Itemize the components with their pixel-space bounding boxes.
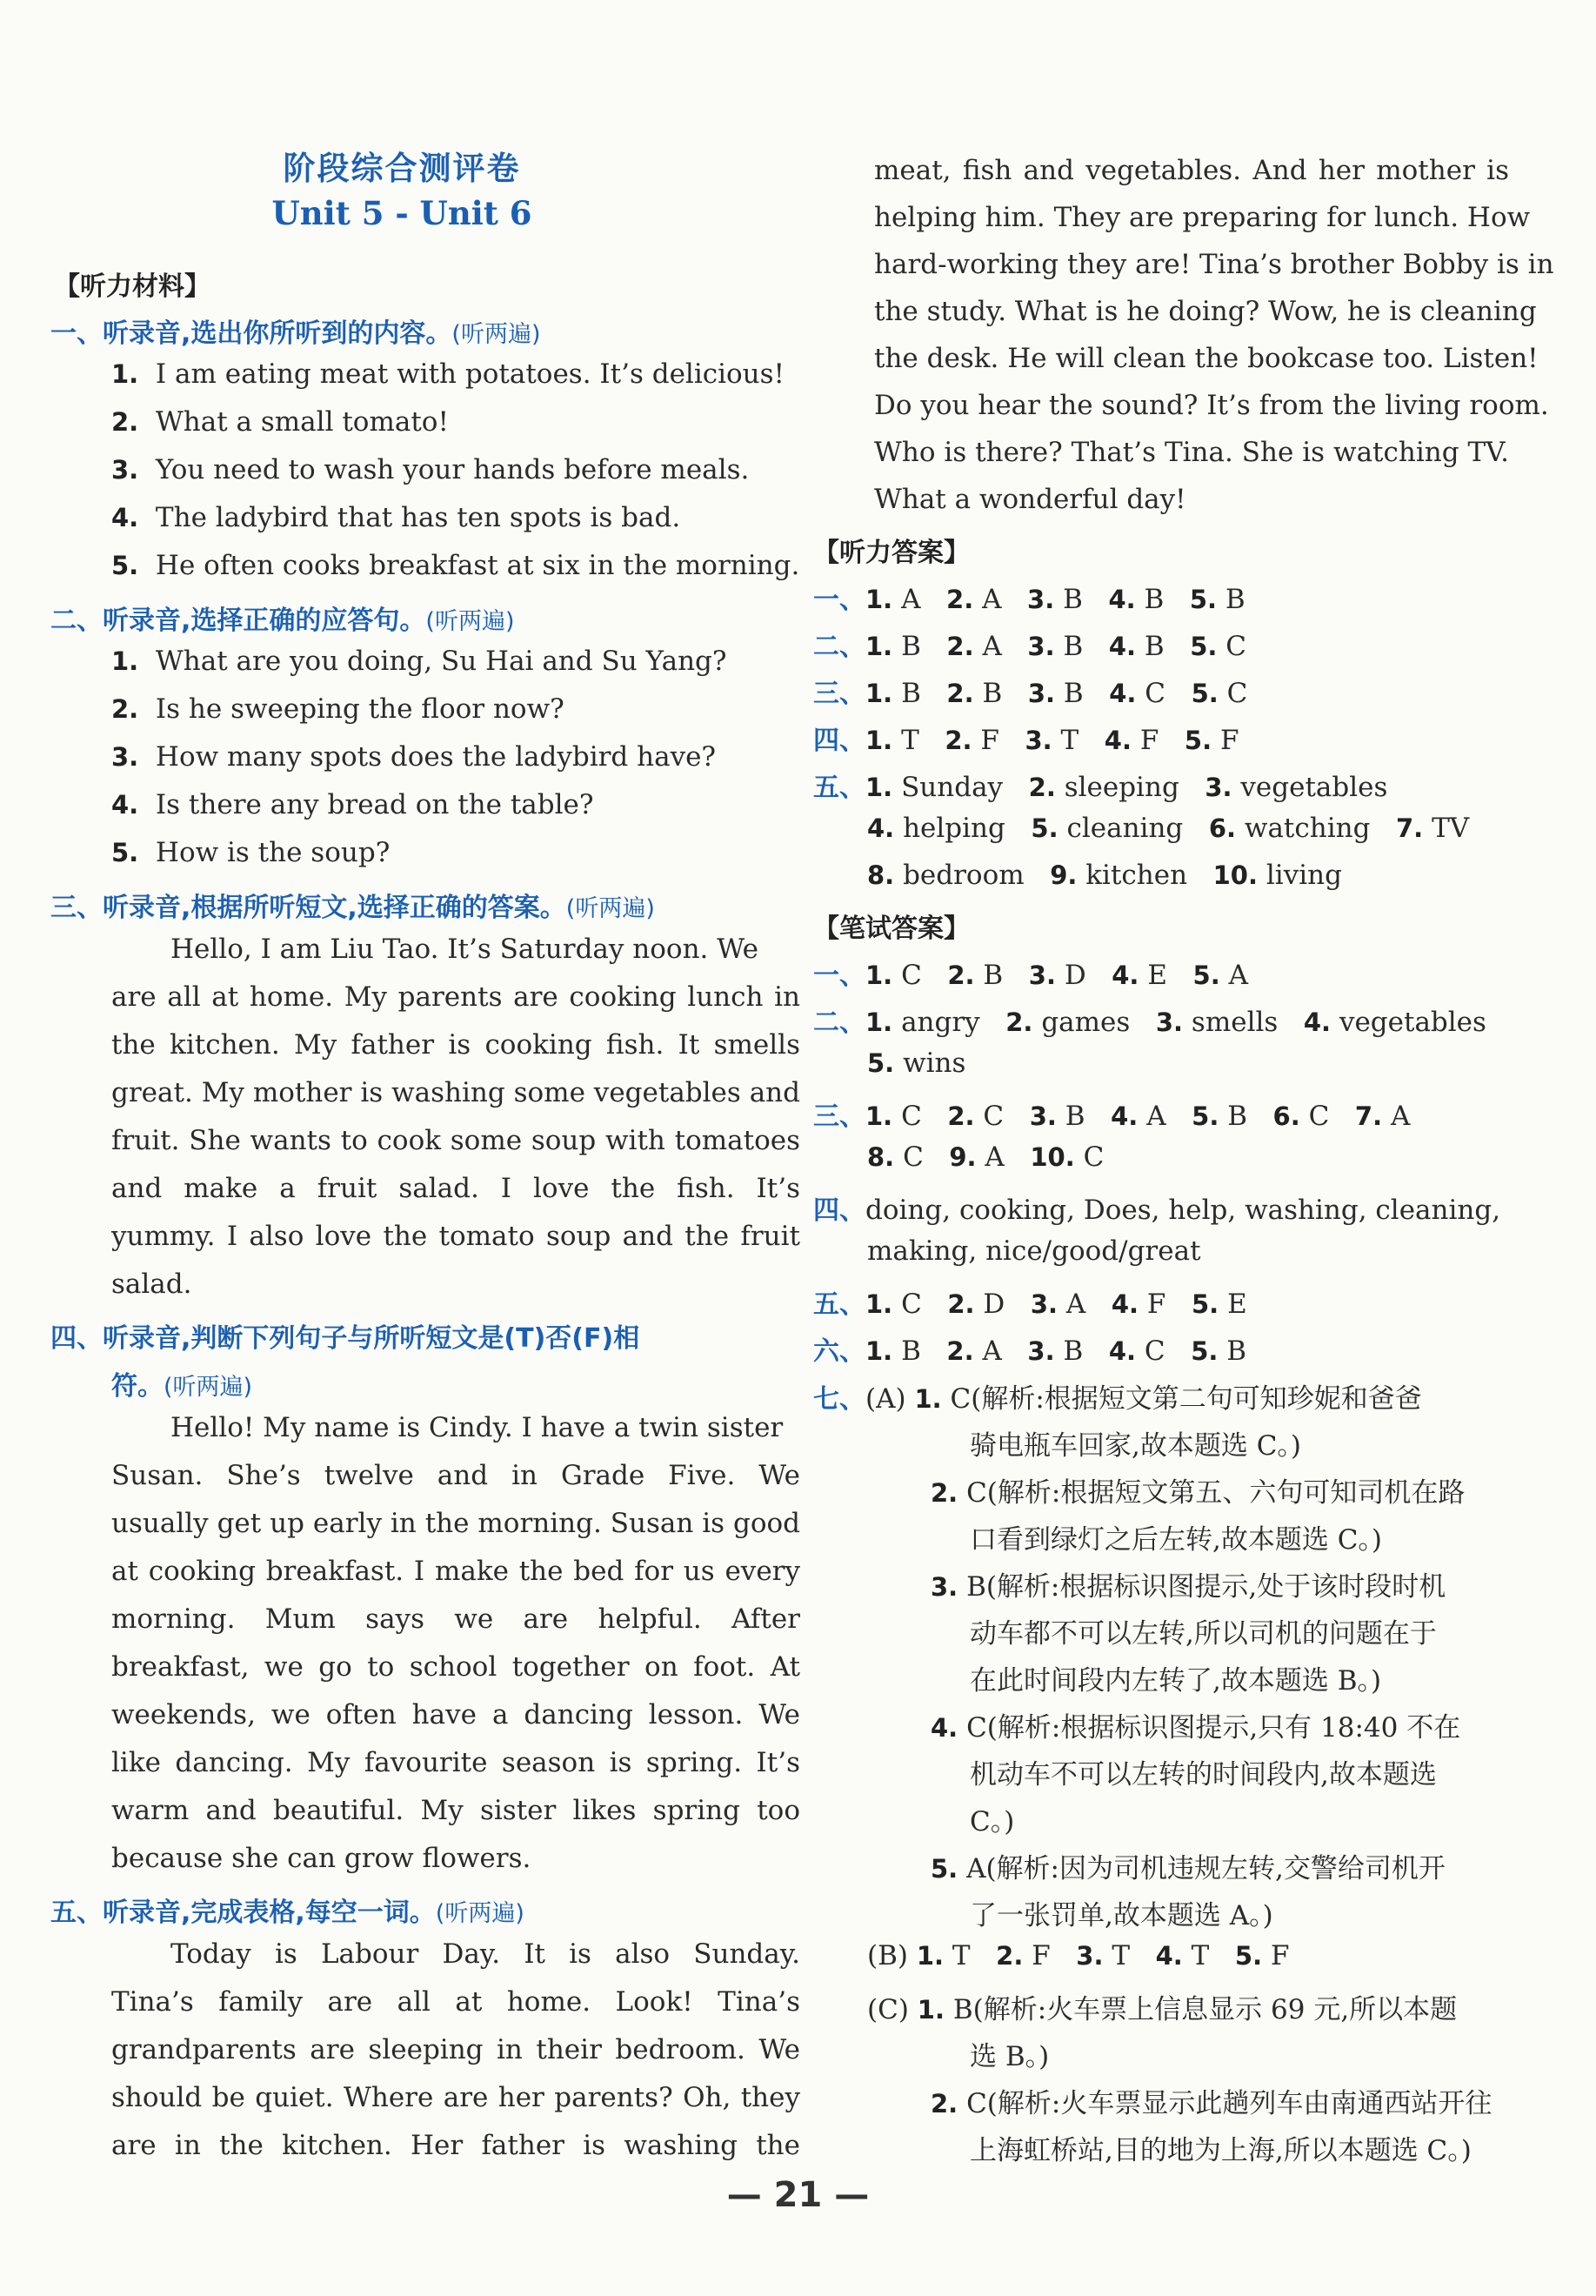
ans-num: 5.	[1184, 726, 1212, 755]
page-title: 阶段综合测评卷	[283, 149, 521, 187]
s3-line: the kitchen. My father is cooking fish. It smells	[111, 1029, 800, 1061]
s3-line: are all at home. My parents are cooking lunch in	[111, 981, 800, 1013]
s3-line: and make a fruit salad. I love the fish. It’s	[111, 1173, 800, 1204]
wa-row-2	[813, 1001, 1486, 1039]
s5-cont-line: helping him. They are preparing for lunch. How	[874, 202, 1531, 233]
s5-cont-line: the study. What is he doing? Wow, he is cleaning	[874, 296, 1537, 327]
section-4-title-text: 符。	[111, 1371, 164, 1402]
ans-val: C	[1225, 631, 1247, 662]
ans-val: C	[901, 1101, 922, 1132]
ans-num: 2.	[1005, 1007, 1033, 1037]
s1-item-text: He often cooks breakfast at six in the morning.	[155, 550, 800, 581]
ans-num: 5.	[1191, 679, 1219, 708]
wa7-a-item	[931, 1564, 1446, 1603]
la-mark: 三、	[813, 679, 865, 709]
section-4-note: (听两遍)	[164, 1374, 253, 1401]
ans-num: 10.	[1212, 860, 1258, 890]
ans-val: C	[1226, 678, 1248, 709]
s3-line: great. My mother is washing some vegetables and	[111, 1077, 800, 1108]
s4-line: breakfast, we go to school together on foot. At	[111, 1651, 800, 1683]
ans-val: C	[1308, 1101, 1330, 1132]
s4-line: like dancing. My favourite season is spring. It’s	[111, 1747, 800, 1778]
ans-val: games	[1041, 1007, 1131, 1038]
ans-num: 5.	[867, 1048, 895, 1078]
ans-num: 1.	[917, 1995, 945, 2025]
ans-val: A	[1390, 1101, 1411, 1132]
s2-item-text: Is he sweeping the floor now?	[155, 693, 564, 725]
wa7-c-item	[931, 2081, 1492, 2120]
wa7-explain: 选 B。)	[970, 2041, 1050, 2072]
ans-val: angry	[901, 1007, 980, 1038]
ans-num: 2.	[947, 1101, 975, 1131]
la-mark: 四、	[813, 726, 865, 756]
wa-mark: 五、	[813, 1289, 865, 1320]
wa-mark: 四、	[813, 1195, 865, 1226]
ans-val: B	[982, 678, 1003, 709]
ans-num: 1.	[865, 632, 893, 661]
ans-val: D	[1064, 960, 1086, 991]
ans-val: watching	[1244, 813, 1371, 844]
s3-line: fruit. She wants to cook some soup with tomatoes	[111, 1125, 800, 1156]
section-3-title-text: 三、听录音,根据所听短文,选择正确的答案。	[50, 893, 566, 923]
ans-num: 3.	[1025, 726, 1052, 755]
s2-item: 5. How is the soup?	[111, 837, 391, 868]
wa7-c-row	[867, 1987, 1457, 2026]
la-mark: 五、	[813, 773, 865, 803]
section-3-title	[50, 886, 655, 924]
wa7-a-item	[931, 1846, 1446, 1885]
s4-line: morning. Mum says we are helpful. After	[111, 1603, 800, 1635]
ans-num: 10.	[1030, 1142, 1075, 1172]
section-1-title-text: 一、听录音,选出你所听到的内容。	[50, 318, 452, 349]
s3-line: Hello, I am Liu Tao. It’s Saturday noon. We	[170, 934, 758, 965]
ans-val: F	[980, 725, 999, 756]
ans-num: 3.	[1076, 1941, 1104, 1971]
s1-item: 1. I am eating meat with potatoes. It’s delicious!	[111, 358, 785, 390]
ans-num: 3.	[1030, 1289, 1058, 1319]
ans-num: 1.	[865, 1101, 893, 1131]
s5-line: Tina’s family are all at home. Look! Tina’s	[111, 1986, 800, 2018]
ans-num: 3.	[1027, 679, 1056, 708]
wa7-a-label: (A)	[865, 1383, 906, 1415]
wa-row-2b	[867, 1048, 965, 1079]
section-5-title	[50, 1891, 524, 1929]
s3-line: salad.	[111, 1268, 192, 1300]
ans-num: 1.	[865, 585, 893, 614]
ans-val: T	[1112, 1940, 1131, 1971]
ans-num: 2.	[945, 726, 972, 755]
ans-val: A	[982, 631, 1002, 662]
ans-val: bedroom	[903, 860, 1025, 891]
ans-val: smells	[1191, 1007, 1279, 1038]
ans-num: 2.	[947, 1289, 975, 1319]
section-4-title-cont	[111, 1364, 252, 1402]
s4-line: warm and beautiful. My sister likes spring too	[111, 1795, 800, 1826]
ans-num: 5.	[1192, 1289, 1219, 1319]
ans-num: 3.	[1028, 961, 1056, 990]
s5-cont-line: the desk. He will clean the bookcase too. Listen!	[874, 343, 1539, 374]
ans-num: 3.	[1027, 1336, 1055, 1366]
ans-val: B	[1063, 631, 1084, 662]
s4-line: weekends, we often have a dancing lesson. We	[111, 1699, 800, 1730]
wa7-b-row	[867, 1940, 1290, 1971]
ans-val: A	[901, 584, 921, 615]
wa4-text: doing, cooking, Does, help, washing, cleaning,	[865, 1195, 1501, 1226]
ans-num: 5.	[1234, 1941, 1263, 1971]
wa7-explain: 机动车不可以左转的时间段内,故本题选	[970, 1759, 1437, 1791]
s1-item: 4. The ladybird that has ten spots is bad.	[111, 502, 681, 533]
s1-item-text: You need to wash your hands before meals.	[155, 454, 750, 485]
ans-val: B	[1144, 631, 1165, 662]
ans-num: 4.	[1108, 1336, 1137, 1366]
s2-item: 1. What are you doing, Su Hai and Su Yang?	[111, 646, 727, 677]
ans-val: F	[1219, 725, 1239, 756]
ans-num: 4.	[1109, 679, 1137, 708]
s2-item: 2. Is he sweeping the floor now?	[111, 693, 564, 725]
ans-val: E	[1227, 1289, 1247, 1320]
ans-val: cleaning	[1066, 813, 1184, 844]
la-row-5	[813, 766, 1387, 804]
ans-num: 5.	[931, 1854, 958, 1884]
ans-num: 3.	[931, 1572, 958, 1602]
wa7-explain: 了一张罚单,故本题选 A。)	[970, 1900, 1273, 1931]
la-row-1	[813, 578, 1245, 616]
ans-num: 2.	[946, 585, 974, 614]
ans-val: A	[982, 584, 1002, 615]
title-block	[54, 146, 750, 237]
s2-item-text: Is there any bread on the table?	[155, 789, 594, 820]
section-2-title	[50, 599, 514, 637]
ans-num: 3.	[1027, 585, 1055, 614]
ans-num: 6.	[1208, 813, 1237, 843]
wa-row-7	[813, 1376, 1422, 1416]
ans-val: C	[903, 1141, 924, 1173]
section-1-title	[50, 311, 540, 350]
la-row-5b	[867, 813, 1469, 844]
wa7-explain: C。)	[970, 1806, 1015, 1837]
ans-num: 4.	[1112, 961, 1139, 990]
s4-line: usually get up early in the morning. Susan is good	[111, 1508, 800, 1539]
ans-val: T	[1060, 725, 1079, 756]
ans-num: 2.	[946, 632, 974, 661]
wa-row-4b: making, nice/good/great	[867, 1235, 1201, 1267]
ans-num: 2.	[931, 1478, 958, 1508]
s1-item-text: What a small tomato!	[155, 406, 449, 438]
ans-val: kitchen	[1085, 860, 1188, 891]
ans-num: 1.	[865, 1289, 893, 1319]
ans-val: A	[982, 1335, 1002, 1367]
wa7-explain: 口看到绿灯之后左转,故本题选 C。)	[970, 1524, 1383, 1556]
ans-num: 5.	[1192, 961, 1220, 990]
wa7-explain: B(解析:火车票上信息显示 69 元,所以本题	[952, 1994, 1458, 2025]
wa7-b-label: (B)	[867, 1940, 908, 1971]
ans-val: B	[901, 1335, 921, 1367]
page-number: — 21 —	[726, 2175, 870, 2215]
ans-num: 6.	[1272, 1101, 1300, 1131]
s5-cont-line: Who is there? That’s Tina. She is watching TV.	[874, 437, 1509, 468]
ans-num: 5.	[1192, 1101, 1219, 1131]
wa-row-3b	[867, 1141, 1104, 1173]
ans-num: 4.	[1108, 632, 1137, 661]
section-1-note: (听两遍)	[451, 321, 541, 348]
ans-val: F	[1139, 725, 1159, 756]
s5-cont-line: What a wonderful day!	[874, 484, 1186, 515]
wa7-explain: C(解析:根据短文第二句可知珍妮和爸爸	[950, 1383, 1422, 1415]
ans-val: Sunday	[901, 772, 1004, 803]
wa7-a-item	[931, 1705, 1460, 1744]
la-row-5c	[867, 860, 1342, 891]
ans-val: wins	[903, 1048, 966, 1079]
ans-num: 2.	[931, 2089, 958, 2119]
s4-line: Hello! My name is Cindy. I have a twin sister	[170, 1412, 784, 1443]
s3-line: yummy. I also love the tomato soup and the fruit	[111, 1221, 800, 1252]
ans-val: B	[1063, 584, 1083, 615]
wa7-a-item	[931, 1470, 1465, 1509]
wa-mark: 二、	[813, 1007, 865, 1038]
wa7-c-label: (C)	[867, 1994, 909, 2025]
wa-row-6	[813, 1329, 1246, 1368]
ans-val: B	[1227, 1101, 1247, 1132]
ans-num: 2.	[947, 961, 975, 990]
wa7-explain: C(解析:火车票显示此趟列车由南通西站开往	[966, 2088, 1492, 2119]
ans-num: 4.	[867, 813, 895, 843]
ans-val: C	[1144, 1335, 1165, 1367]
ans-val: B	[1226, 1335, 1247, 1367]
ans-val: A	[1146, 1101, 1166, 1132]
section-3-note: (听两遍)	[565, 895, 655, 922]
wa-row-1	[813, 954, 1248, 992]
s2-item: 4. Is there any bread on the table?	[111, 789, 594, 820]
ans-val: vegetables	[1240, 772, 1388, 803]
s1-item-text: I am eating meat with potatoes. It’s delicious!	[155, 358, 785, 390]
wa-row-4	[813, 1188, 1500, 1227]
ans-val: F	[1032, 1940, 1051, 1971]
ans-num: 8.	[867, 860, 895, 890]
s2-item-text: How is the soup?	[155, 837, 391, 868]
ans-val: B	[1144, 584, 1165, 615]
ans-num: 4.	[931, 1713, 958, 1743]
ans-num: 1.	[914, 1384, 942, 1414]
s5-line: Today is Labour Day. It is also Sunday.	[170, 1938, 800, 1970]
listening-answers-header: 【听力答案】	[813, 538, 970, 568]
ans-val: E	[1147, 960, 1167, 991]
wa-mark: 六、	[813, 1336, 865, 1367]
ans-num: 3.	[1029, 1101, 1057, 1131]
s2-item-text: How many spots does the ladybird have?	[155, 741, 717, 773]
ans-num: 2.	[996, 1941, 1024, 1971]
ans-val: vegetables	[1339, 1007, 1486, 1038]
ans-num: 4.	[1104, 726, 1132, 755]
ans-val: F	[1270, 1940, 1290, 1971]
s1-item: 5. He often cooks breakfast at six in the morning.	[111, 550, 800, 581]
s5-line: should be quiet. Where are her parents? Oh, they	[111, 2082, 800, 2113]
page-subtitle: Unit 5 - Unit 6	[271, 194, 532, 232]
ans-num: 5.	[1189, 585, 1218, 614]
ans-val: B	[1225, 584, 1245, 615]
ans-num: 5.	[1031, 813, 1058, 843]
ans-num: 7.	[1396, 813, 1424, 843]
ans-num: 4.	[1111, 1289, 1139, 1319]
ans-val: helping	[903, 813, 1005, 844]
section-4-title: 四、听录音,判断下列句子与所听短文是(T)否(F)相	[50, 1323, 640, 1354]
wa7-explain: 上海虹桥站,目的地为上海,所以本题选 C。)	[970, 2135, 1472, 2166]
s4-line: because she can grow flowers.	[111, 1843, 531, 1874]
ans-num: 4.	[1111, 1101, 1139, 1131]
listening-material-header: 【听力材料】	[54, 271, 210, 302]
ans-val: TV	[1432, 813, 1470, 844]
wa7-explain: B(解析:根据标识图提示,处于该时段时机	[966, 1571, 1446, 1603]
ans-num: 3.	[1205, 773, 1232, 802]
ans-num: 1.	[865, 726, 893, 755]
ans-val: sleeping	[1064, 772, 1179, 803]
s5-cont-line: meat, fish and vegetables. And her mother is	[874, 155, 1509, 186]
ans-num: 1.	[865, 679, 893, 708]
ans-val: B	[901, 678, 921, 709]
ans-num: 5.	[1191, 1336, 1219, 1366]
ans-num: 1.	[916, 1941, 945, 1971]
wa-row-3	[813, 1094, 1410, 1133]
ans-val: A	[1065, 1289, 1086, 1320]
wa7-explain: C(解析:根据短文第五、六句可知司机在路	[966, 1477, 1466, 1509]
la-mark: 二、	[813, 632, 865, 662]
ans-val: C	[983, 1101, 1005, 1132]
la-row-4	[813, 719, 1239, 757]
ans-num: 4.	[1155, 1941, 1183, 1971]
ans-num: 2.	[946, 679, 974, 708]
s5-cont-line: hard-working they are! Tina’s brother Bobby is in	[874, 249, 1554, 280]
ans-val: B	[1063, 678, 1084, 709]
s1-item: 2. What a small tomato!	[111, 406, 449, 438]
wa7-explain: 骑电瓶车回家,故本题选 C。)	[970, 1430, 1302, 1462]
s1-item-text: The ladybird that has ten spots is bad.	[155, 502, 681, 533]
s5-cont-line: Do you hear the sound? It’s from the living room.	[874, 390, 1549, 421]
wa7-explain: 在此时间段内左转了,故本题选 B。)	[970, 1665, 1382, 1697]
la-row-3	[813, 672, 1247, 710]
s2-item-text: What are you doing, Su Hai and Su Yang?	[155, 646, 727, 677]
la-mark: 一、	[813, 585, 865, 615]
s5-line: grandparents are sleeping in their bedroom. We	[111, 2034, 800, 2065]
ans-val: A	[985, 1141, 1005, 1173]
ans-num: 7.	[1354, 1101, 1383, 1131]
s2-item: 3. How many spots does the ladybird have?	[111, 741, 717, 773]
section-5-title-text: 五、听录音,完成表格,每空一词。	[50, 1898, 436, 1928]
s4-line: at cooking breakfast. I make the bed for us every	[111, 1556, 800, 1587]
wa-row-5	[813, 1282, 1247, 1321]
ans-num: 1.	[865, 961, 893, 990]
ans-num: 1.	[865, 773, 893, 802]
wa7-explain: C(解析:根据标识图提示,只有 18:40 不在	[966, 1712, 1461, 1744]
ans-num: 9.	[1050, 860, 1078, 890]
ans-val: B	[1065, 1101, 1085, 1132]
ans-val: B	[983, 960, 1004, 991]
s5-line: are in the kitchen. Her father is washing the	[111, 2130, 800, 2161]
ans-num: 1.	[865, 1007, 893, 1037]
la-row-2	[813, 625, 1246, 663]
ans-num: 3.	[1027, 632, 1055, 661]
ans-num: 4.	[1303, 1007, 1332, 1037]
wa7-explain: 动车都不可以左转,所以司机的问题在于	[970, 1618, 1437, 1650]
ans-num: 5.	[1190, 632, 1218, 661]
wa-mark: 一、	[813, 961, 865, 991]
s4-line: Susan. She’s twelve and in Grade Five. We	[111, 1460, 800, 1491]
ans-val: B	[1063, 1335, 1084, 1367]
ans-num: 8.	[867, 1142, 895, 1172]
ans-val: T	[901, 725, 919, 756]
section-2-note: (听两遍)	[425, 608, 515, 635]
ans-num: 4.	[1108, 585, 1136, 614]
ans-val: living	[1265, 860, 1342, 891]
wa-mark: 三、	[813, 1101, 865, 1132]
ans-val: D	[983, 1289, 1005, 1320]
ans-val: C	[901, 960, 922, 991]
ans-num: 3.	[1155, 1007, 1184, 1037]
s1-item: 3. You need to wash your hands before meals.	[111, 454, 750, 485]
ans-val: C	[1145, 678, 1166, 709]
ans-val: B	[901, 631, 921, 662]
wa7-explain: A(解析:因为司机违规左转,交警给司机开	[966, 1853, 1446, 1884]
ans-num: 9.	[949, 1142, 977, 1172]
ans-num: 2.	[946, 1336, 974, 1366]
ans-val: C	[901, 1289, 922, 1320]
section-5-note: (听两遍)	[435, 1900, 524, 1927]
ans-num: 2.	[1028, 773, 1056, 802]
ans-val: A	[1228, 960, 1248, 991]
wa-mark: 七、	[813, 1384, 865, 1415]
ans-val: F	[1146, 1289, 1166, 1320]
ans-val: C	[1083, 1141, 1105, 1173]
section-2-title-text: 二、听录音,选择正确的应答句。	[50, 606, 426, 636]
written-answers-header: 【笔试答案】	[813, 914, 970, 944]
ans-val: T	[952, 1940, 971, 1971]
ans-val: T	[1191, 1940, 1210, 1971]
ans-num: 1.	[865, 1336, 893, 1366]
